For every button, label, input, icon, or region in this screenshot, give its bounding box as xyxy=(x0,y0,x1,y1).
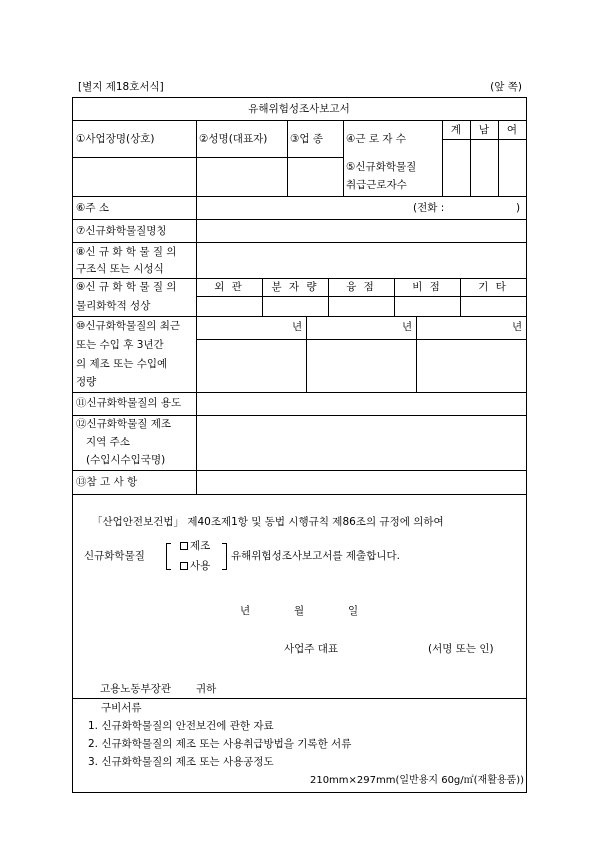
attachment-item-2: 2. 신규화학물질의 제조 또는 사용취급방법을 기록한 서류 xyxy=(88,738,352,750)
date-month: 월 xyxy=(294,605,305,617)
date-day: 일 xyxy=(348,605,359,617)
other-label: 기 타 xyxy=(478,281,508,293)
declaration-prefix: 신규화학물질 xyxy=(84,550,145,562)
properties-label: ⑨신 규 화 학 물 질 의 xyxy=(76,281,177,293)
representative-label: ②성명(대표자) xyxy=(199,133,268,145)
date-year: 년 xyxy=(240,605,251,617)
import-label: ⑩신규화학물질의 최근 xyxy=(76,320,181,332)
make-option-label: 제조 xyxy=(190,540,211,552)
address-label: ⑥주 소 xyxy=(76,202,110,214)
melting-point-label: 융 점 xyxy=(346,281,376,293)
molecular-weight-label: 분 자 량 xyxy=(271,281,319,293)
workers-label: ④근 로 자 수 xyxy=(346,133,406,145)
manufacturer-label-3: (수입시수입국명) xyxy=(86,454,166,466)
make-checkbox[interactable] xyxy=(180,542,188,550)
left-bracket xyxy=(166,543,171,570)
attachments-title: 구비서류 xyxy=(101,702,142,714)
total-label: 계 xyxy=(450,124,462,136)
chemical-name-label: ⑦신규화학물질명칭 xyxy=(76,225,167,237)
business-name-label: ①사업장명(상호) xyxy=(76,133,155,145)
structure-label: ⑧신 규 화 학 물 질 의 xyxy=(76,246,177,258)
structure-label-2: 구조식 또는 시성식 xyxy=(76,263,164,275)
year-label-2: 년 xyxy=(402,321,413,333)
female-label: 여 xyxy=(506,124,518,136)
male-label: 남 xyxy=(478,124,490,136)
declaration-line: 「산업안전보건법」 제40조제1항 및 동법 시행규칙 제86조의 규정에 의하여 xyxy=(92,516,444,528)
attachment-item-1: 1. 신규화학물질의 안전보건에 관한 자료 xyxy=(88,720,274,732)
applicant-label: 사업주 대표 xyxy=(284,643,339,655)
phone-close: ) xyxy=(516,202,521,214)
handling-workers-label-2: 취급근로자수 xyxy=(346,179,407,191)
declaration-suffix: 유해위험성조사보고서를 제출합니다. xyxy=(231,550,400,562)
attachment-item-3: 3. 신규화학물질의 제조 또는 사용공정도 xyxy=(88,756,274,768)
recipient-name: 고용노동부장관 xyxy=(100,683,172,695)
right-bracket xyxy=(222,543,227,570)
recipient-honorific: 귀하 xyxy=(196,683,217,695)
import-label-4: 정량 xyxy=(76,376,97,388)
manufacturer-label: ⑫신규화학물질 제조 xyxy=(76,418,171,430)
page-side: (앞 쪽) xyxy=(490,81,522,93)
signature-label: (서명 또는 인) xyxy=(428,643,494,655)
form-title: 유해위험성조사보고서 xyxy=(248,103,350,115)
handling-workers-label: ⑤신규화학물질 xyxy=(346,161,417,173)
use-checkbox[interactable] xyxy=(180,562,188,570)
import-label-3: 의 제조 또는 수입예 xyxy=(76,358,168,370)
import-label-2: 또는 수입 후 3년간 xyxy=(76,339,164,351)
remarks-label: ⑬참 고 사 항 xyxy=(76,476,138,488)
business-type-label: ③업 종 xyxy=(290,133,324,145)
year-label-3: 년 xyxy=(512,321,523,333)
use-option-label: 사용 xyxy=(190,560,211,572)
appearance-label: 외 관 xyxy=(214,281,244,293)
manufacturer-label-2: 지역 주소 xyxy=(86,436,130,448)
properties-label-2: 물리화학적 성상 xyxy=(76,300,151,312)
year-label-1: 년 xyxy=(292,321,303,333)
phone-label: (전화 : xyxy=(413,202,445,214)
form-number: [별지 제18호서식] xyxy=(78,81,164,93)
paper-spec: 210mm×297mm(일반용지 60g/㎡(재활용품)) xyxy=(309,775,524,786)
specific-gravity-label: 비 점 xyxy=(412,281,442,293)
usage-label: ⑪신규화학물질의 용도 xyxy=(76,397,182,409)
